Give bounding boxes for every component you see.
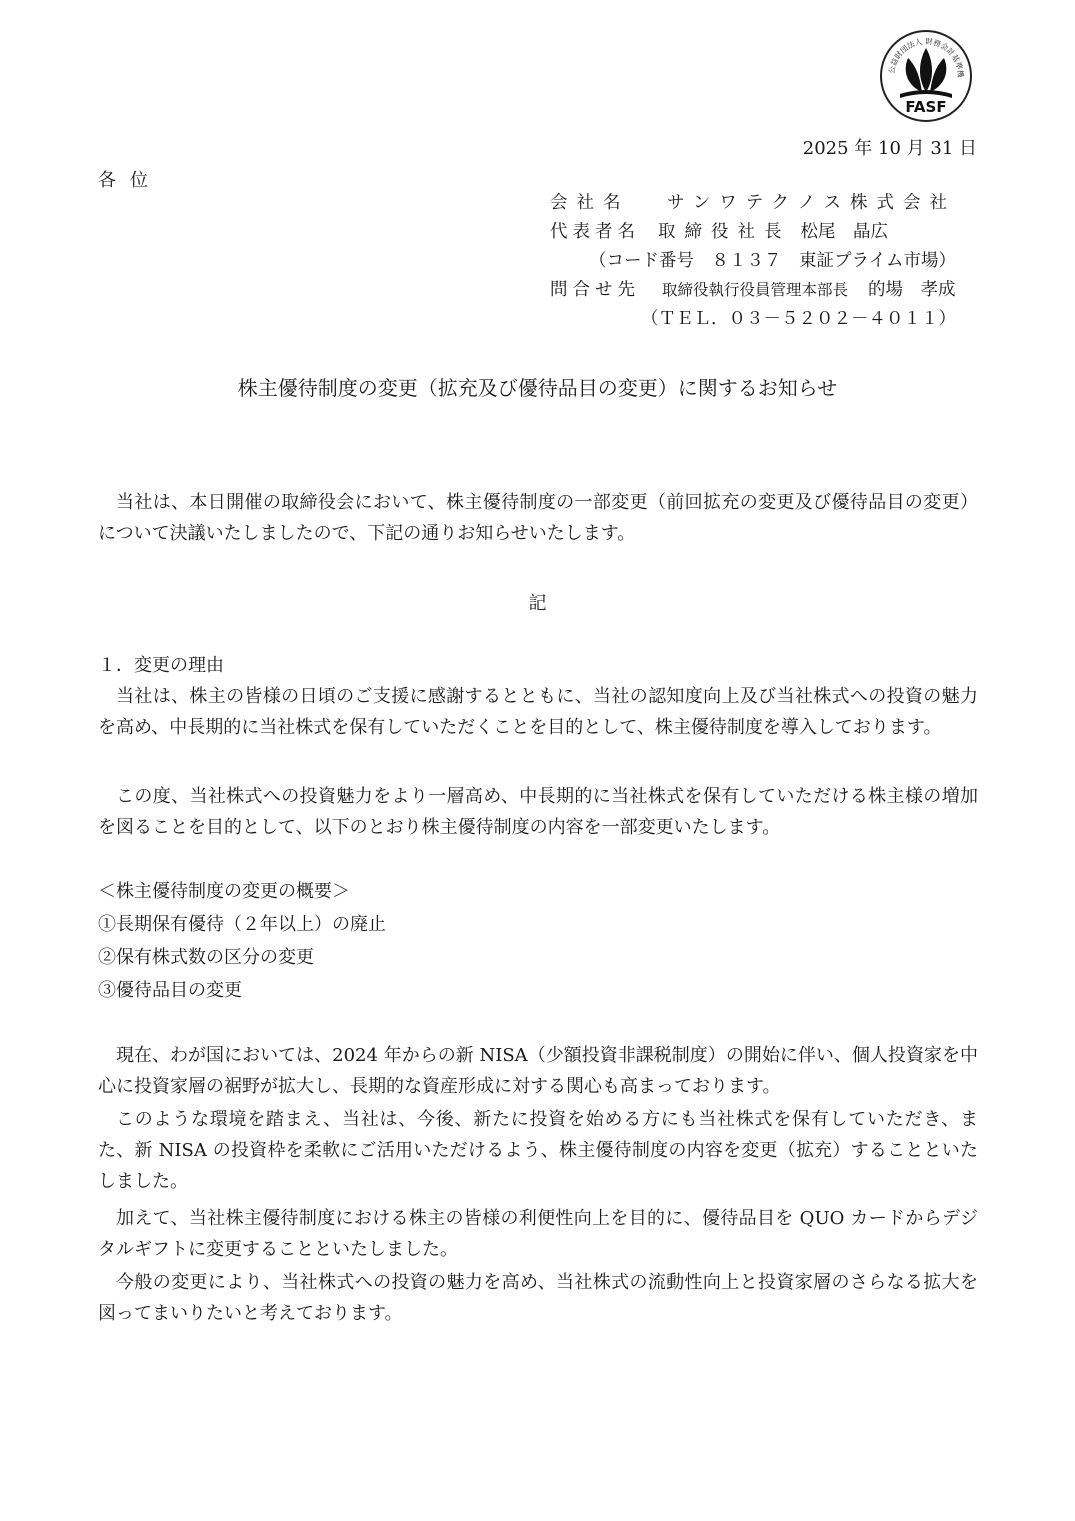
three-leaf-sprout-icon bbox=[878, 28, 974, 124]
summary-item: ③優待品目の変更 bbox=[98, 980, 242, 1001]
logo-ring-text: 公益財団法人 財務会計基準機 bbox=[886, 36, 966, 78]
representative-name: 松尾 晶広 bbox=[800, 222, 888, 242]
reason-paragraph-1: 当社は、株主の皆様の日頃のご支援に感謝するとともに、当社の認知度向上及び当社株式への投資の魅力を高め、中長期的に当社株式を保有していただくことを目的として、株主優待制度を導入しております。 bbox=[98, 686, 978, 738]
company-name-value: サンワテクノス株式会社 bbox=[667, 193, 956, 213]
representative-title: 取締役社長 bbox=[658, 222, 791, 242]
representative-label: 代表者名 bbox=[550, 222, 640, 242]
summary-heading: ＜株主優待制度の変更の概要＞ bbox=[98, 881, 350, 902]
contact-row bbox=[550, 276, 956, 305]
telephone: （ＴＥＬ．０３－５２０２－４０１１） bbox=[641, 309, 956, 329]
section-heading: １．変更の理由 bbox=[98, 655, 224, 676]
contact-label: 問合せ先 bbox=[550, 280, 640, 300]
company-name-label: 会社名 bbox=[550, 193, 630, 213]
ki-heading: 記 bbox=[528, 593, 547, 614]
document-title: 株主優待制度の変更（拡充及び優待品目の変更）に関するお知らせ bbox=[237, 376, 838, 400]
body-paragraph-4: 今般の変更により、当社株式への投資の魅力を高め、当社株式の流動性向上と投資家層のさらなる拡大を図ってまいりたいと考えております。 bbox=[98, 1272, 978, 1324]
summary-item: ①長期保有優待（２年以上）の廃止 bbox=[98, 914, 386, 935]
body-paragraph-2: このような環境を踏まえ、当社は、今後、新たに投資を始める方にも当社株式を保有していただき、また、新 NISA の投資枠を柔軟にご活用いただけるよう、株主優待制度の内容を変更（拡充）することといたしました。 bbox=[98, 1109, 978, 1192]
stock-code: （コード番号 ８１３７ 東証プライム市場） bbox=[589, 251, 956, 271]
body-paragraph-1: 現在、わが国においては、2024 年からの新 NISA（少額投資非課税制度）の開始に伴い、個人投資家を中心に投資家層の裾野が拡大し、長期的な資産形成に対する関心も高まっております。 bbox=[98, 1045, 978, 1097]
stock-code-row bbox=[550, 247, 956, 276]
representative-row bbox=[550, 218, 956, 247]
reason-paragraph-2: この度、当社株式への投資魅力をより一層高め、中長期的に当社株式を保有していただける株主様の増加を図ることを目的として、以下のとおり株主優待制度の内容を一部変更いたします。 bbox=[98, 786, 978, 838]
company-name-row bbox=[550, 189, 956, 218]
summary-item: ②保有株式数の区分の変更 bbox=[98, 947, 314, 968]
contact-name: 的場 孝成 bbox=[868, 280, 956, 300]
body-paragraph-3: 加えて、当社株主優待制度における株主の皆様の利便性向上を目的に、優待品目を QUO カードからデジタルギフトに変更することといたしました。 bbox=[98, 1208, 978, 1260]
fasf-logo bbox=[878, 28, 974, 124]
issue-date: 2025 年 10 月 31 日 bbox=[802, 138, 977, 159]
intro-paragraph: 当社は、本日開催の取締役会において、株主優待制度の一部変更（前回拡充の変更及び優待品目の変更）について決議いたしましたので、下記の通りお知らせいたします。 bbox=[98, 492, 978, 544]
contact-title: 取締役執行役員管理本部長 bbox=[662, 281, 849, 299]
logo-text: FASF bbox=[905, 98, 947, 116]
addressee: 各位 bbox=[98, 170, 162, 191]
company-info bbox=[550, 189, 956, 334]
telephone-row bbox=[550, 305, 956, 334]
